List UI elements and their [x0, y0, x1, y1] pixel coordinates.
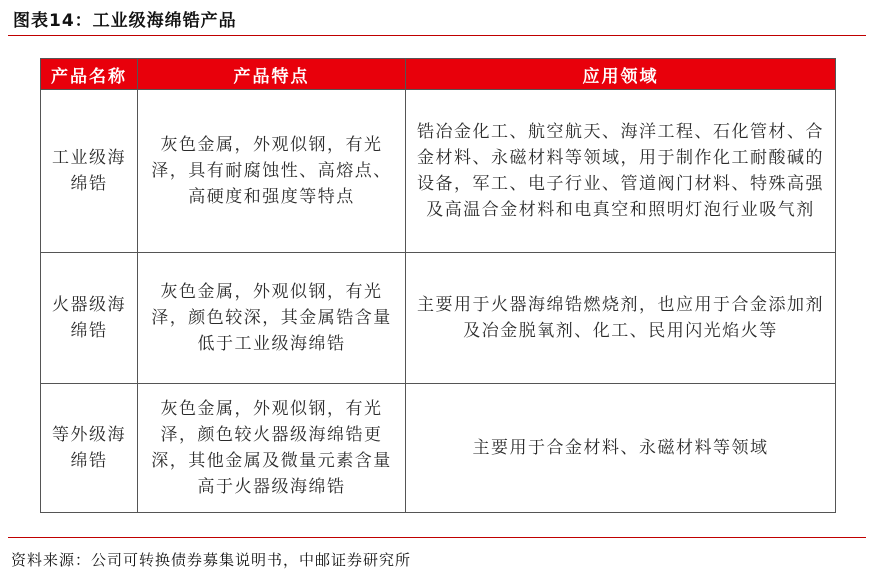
product-name-cell: 等外级海绵锆 [41, 384, 138, 513]
header-application-field: 应用领域 [406, 59, 836, 90]
table-row [41, 253, 836, 384]
table-row [41, 384, 836, 513]
header-product-features: 产品特点 [138, 59, 406, 90]
product-name-cell: 工业级海绵锆 [41, 90, 138, 253]
product-name-cell: 火器级海绵锆 [41, 253, 138, 384]
top-divider [8, 35, 866, 36]
product-table [40, 58, 836, 513]
figure-title: 图表14：工业级海绵锆产品 [13, 11, 237, 31]
source-note: 资料来源：公司可转换债券募集说明书，中邮证券研究所 [11, 551, 412, 569]
table-header-row [41, 59, 836, 90]
header-product-name: 产品名称 [41, 59, 138, 90]
product-features-cell: 灰色金属，外观似钢，有光泽，具有耐腐蚀性、高熔点、高硬度和强度等特点 [138, 90, 406, 253]
application-cell: 主要用于火器海绵锆燃烧剂，也应用于合金添加剂及冶金脱氧剂、化工、民用闪光焰火等 [406, 253, 836, 384]
table-row [41, 90, 836, 253]
product-features-cell: 灰色金属，外观似钢，有光泽，颜色较火器级海绵锆更深，其他金属及微量元素含量高于火器级海绵锆 [138, 384, 406, 513]
application-cell: 主要用于合金材料、永磁材料等领域 [406, 384, 836, 513]
product-features-cell: 灰色金属，外观似钢，有光泽，颜色较深，其金属锆含量低于工业级海绵锆 [138, 253, 406, 384]
bottom-divider [8, 537, 866, 538]
application-cell: 锆冶金化工、航空航天、海洋工程、石化管材、合金材料、永磁材料等领域，用于制作化工耐酸碱的设备，军工、电子行业、管道阀门材料、特殊高强及高温合金材料和电真空和照明灯泡行业吸气剂 [406, 90, 836, 253]
